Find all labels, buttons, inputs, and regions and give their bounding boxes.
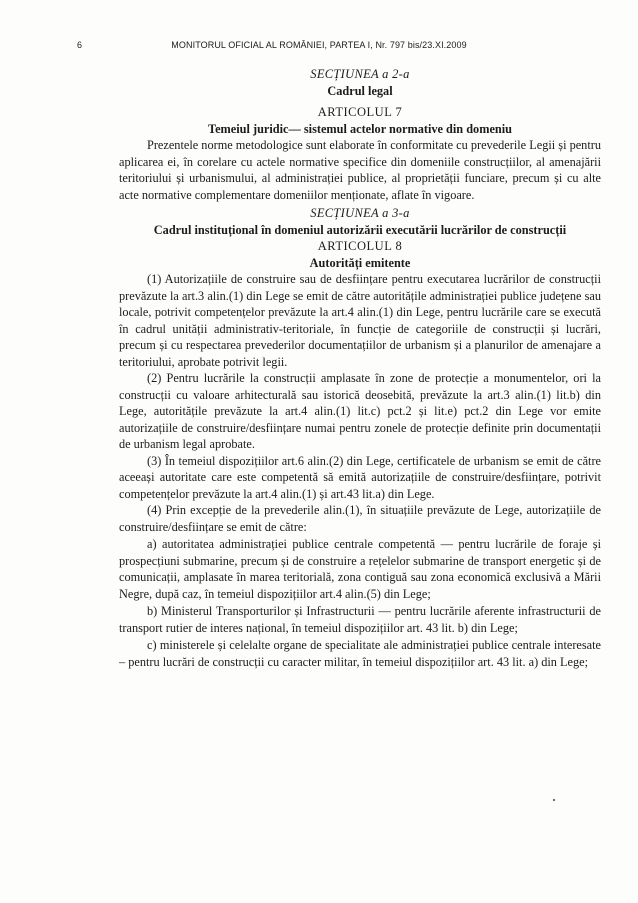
article-7-text: Prezentele norme metodologice sunt elaborate în conformitate cu prevederile Legii și pentru aplicarea ei, în corelare cu actele normative specifice din domeniile construcțiilor, al amenajării teritoriului și urbanismului, al administrației publice, al proprietății funciare, precum și cu alte acte normative complementare domeniilor menționate, aflate în vigoare. [119,138,601,202]
article-7-number: ARTICOLUL 7 [317,105,403,119]
article-8-paragraph-1: (1) Autorizațiile de construire sau de desființare pentru executarea lucrărilor de construcții prevăzute la art.3 alin.(1) din Lege se emit de către autoritățile administrației publice județene sau locale, potrivit competențelor prevăzute la art.4 alin.(1) din Lege, pentru lucrările care se execută în cadrul unității administrativ-teritoriale, în funcție de categoriile de construcții și lucrări, precum și cu respectarea prevederilor documentațiilor de urbanism și a planurilor de amenajare a teritoriului, aprobate potrivit legii. [119,272,601,369]
page-number: 6 [77,40,83,50]
list-item-a: a) autoritatea administrației publice centrale competentă — pentru lucrările de foraje și prospecțiuni submarine, precum și de construire a rețelelor submarine de transport energetic și de comunicații, amplasate în marea teritorială, zona contiguă sau zona economică exclusivă a Mării Negre, după caz, în temeiul dispozițiilor art.4 alin.(5) din Lege; [119,537,601,601]
article-8-title: Autorități emitente [309,255,411,270]
section-3-title: Cadrul instituțional în domeniul autorizării executării lucrărilor de construcții [153,222,567,237]
article-8-paragraph-2: (2) Pentru lucrările la construcții amplasate în zone de protecție a monumentelor, ori la construcții cu valoare arhitecturală sau istorică deosebită, prevăzute la art.3 alin.(1) lit.b) din Lege, autoritățile prevăzute la art.4 alin.(1) lit.c) pct.2 și lit.e) pct.2 din Lege vor emite autorizațiile de construire/desființare numai pentru zonele de protecție definite prin documentații de urbanism legal aprobate. [119,371,601,451]
scan-speck [553,799,555,801]
document-body [119,66,601,670]
section-2-heading: SECȚIUNEA a 2-a [310,67,410,81]
list-item-b: b) Ministerul Transporturilor și Infrastructurii — pentru lucrările aferente infrastructurii de transport rutier de interes național, în temeiul dispozițiilor art. 43 lit. b) din Lege; [119,604,601,635]
section-2-title: Cadrul legal [327,83,393,98]
page-header: MONITORUL OFICIAL AL ROMÂNIEI, PARTEA I, Nr. 797 bis/23.XI.2009 [171,40,467,50]
article-8-number: ARTICOLUL 8 [317,239,403,253]
article-8-paragraph-3: (3) În temeiul dispozițiilor art.6 alin.(2) din Lege, certificatele de urbanism se emit de către aceeași autoritate care este competentă să emită autorizațiile de construire/desființare, potrivit competențelor prevăzute la art.4 alin.(1) și art.43 lit.a) din Lege. [119,453,601,501]
article-8-paragraph-4: (4) Prin excepție de la prevederile alin.(1), în situațiile prevăzute de Lege, autorizațiile de construire/desființare se emit de către: [119,503,601,534]
list-item-c: c) ministerele și celelalte organe de specialitate ale administrației publice centrale interesate – pentru lucrări de construcții cu caracter militar, în temeiul dispozițiilor art. 43 lit. a) din Lege; [119,638,601,669]
section-3-heading: SECȚIUNEA a 3-a [310,206,410,220]
article-7-title: Temeiul juridic— sistemul actelor normative din domeniu [208,121,512,136]
